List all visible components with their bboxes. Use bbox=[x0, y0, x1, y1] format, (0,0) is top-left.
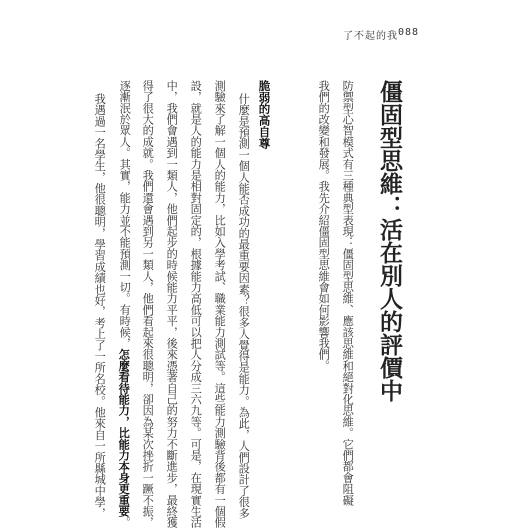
body-line bbox=[166, 80, 177, 528]
intro-line-1: 防禦型心智模式有三種典型表現：僵固型思維、應該思維和絕對化思維。它們都會阻礙 bbox=[341, 80, 355, 506]
body-text-segment: 中，我們會遇到一類人，他們起步的時候能力平平，後來憑著自己的努力不斷進步，最終獲 bbox=[165, 80, 179, 528]
body-line bbox=[94, 93, 105, 519]
page-number: 088 bbox=[398, 27, 420, 38]
body-text-segment: 逐漸泯於眾人。其實，能力並不能預測一切。有時候， bbox=[118, 80, 132, 349]
intro-line-2: 我們的改變和發展。我先介紹僵固型思維會如何影響我們。 bbox=[317, 80, 331, 372]
body-text-segment: 。 bbox=[118, 516, 132, 528]
body-line bbox=[214, 80, 225, 528]
running-header-book-title: 了不起的我 bbox=[343, 31, 398, 42]
body-line bbox=[190, 80, 201, 528]
body-line bbox=[118, 80, 130, 528]
emphasis-text: 怎麼看待能力，比能力本身更重要 bbox=[117, 348, 132, 517]
chapter-title: 僵固型思維：活在別人的評價中 bbox=[376, 80, 403, 402]
body-text-segment: 什麼是預測一個人能否成功的最重要因素？很多人覺得是能力。為此，人們設計了很多 bbox=[237, 93, 251, 519]
body-text-segment: 我遇過一名學生，他很聰明，學習成績也好，考上了一所名校。他來自一所縣城中學， bbox=[93, 93, 107, 519]
section-subheading: 脆弱的高自尊 bbox=[257, 80, 272, 149]
body-text-segment: 設，就是人的能力是相對固定的，根據能力高低可以把人分成三六九等。可是，在現實生活 bbox=[189, 80, 203, 528]
body-text-segment: 測驗來了解一個人的能力，比如入學考試、職業能力測試等。這些能力測驗背後都有一個假 bbox=[213, 80, 227, 528]
body-line bbox=[238, 93, 249, 519]
body-line bbox=[142, 80, 153, 528]
body-text-segment: 得了很大的成就。我們還會遇到另一類人，他們看起來很聰明，卻因為某次挫折一蹶不振， bbox=[141, 80, 155, 528]
